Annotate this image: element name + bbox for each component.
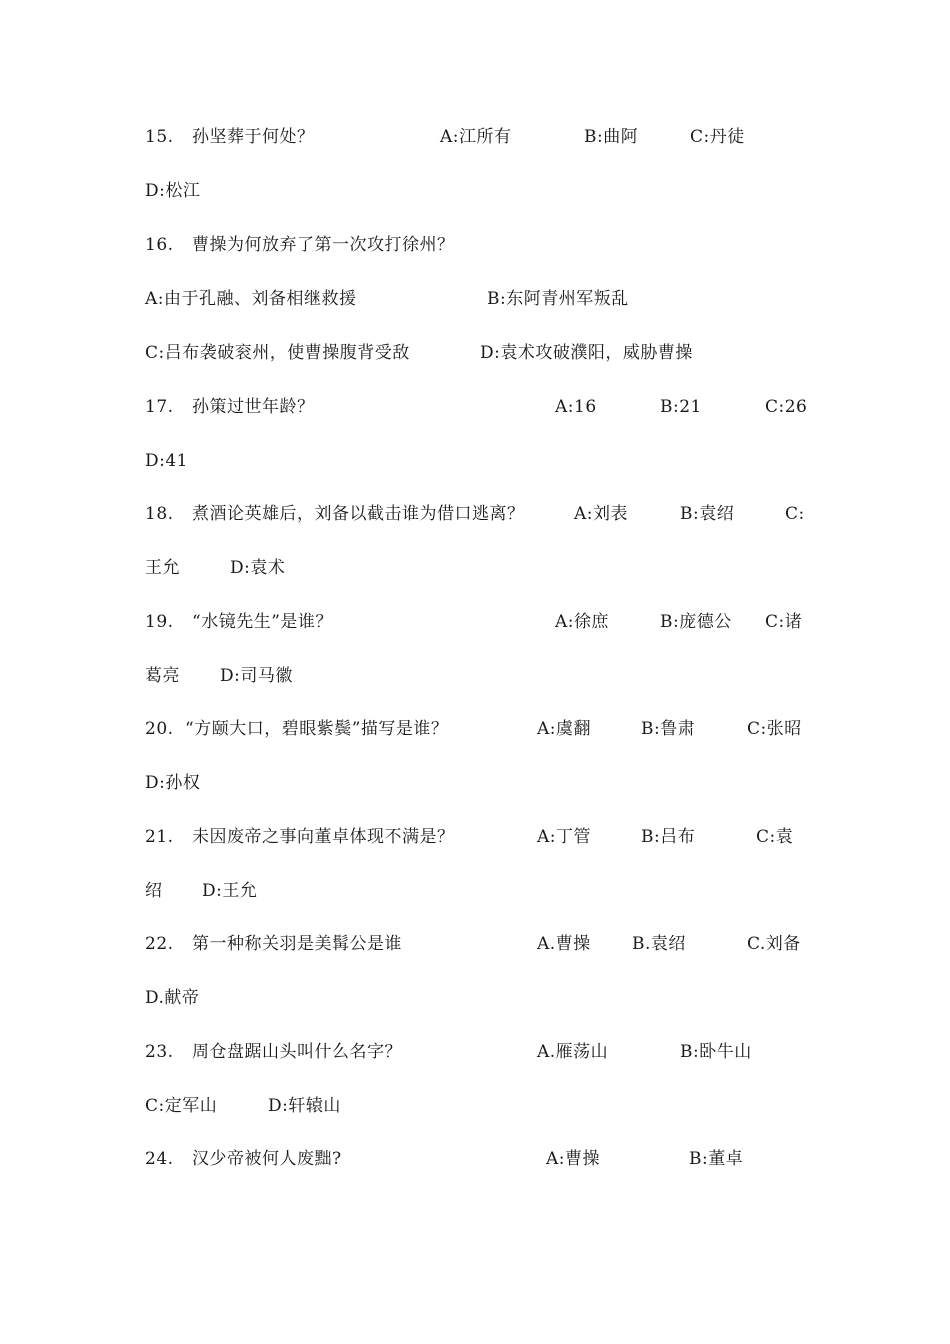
- question-number: 20.: [145, 719, 174, 739]
- question-number: 16.: [145, 235, 174, 255]
- option-c-continued: 王允: [145, 558, 180, 578]
- option-d: D:孙权: [145, 773, 201, 793]
- question-number: 18.: [145, 504, 174, 524]
- option-c: C.刘备: [747, 934, 801, 954]
- question-number: 19.: [145, 612, 174, 632]
- option-d: D:袁术攻破濮阳，威胁曹操: [480, 343, 693, 363]
- option-c: C:定军山: [145, 1096, 218, 1116]
- question-text: 孙策过世年龄？: [192, 397, 315, 417]
- question-text: 汉少帝被何人废黜?: [192, 1149, 342, 1169]
- option-a: A:虞翻: [537, 719, 592, 739]
- question-text: 未因废帝之事向董卓体现不满是？: [192, 827, 455, 847]
- question-text: 第一种称关羽是美髯公是谁: [192, 934, 402, 954]
- question-text: 曹操为何放弃了第一次攻打徐州？: [192, 235, 455, 255]
- option-c: C:诸: [765, 612, 803, 632]
- option-b: B:21: [660, 397, 702, 417]
- option-c: C:吕布袭破衮州，使曹操腹背受敌: [145, 343, 410, 363]
- option-d: D.献帝: [145, 988, 200, 1008]
- question-text: 煮酒论英雄后，刘备以截击谁为借口逃离？: [192, 504, 525, 524]
- option-d: D:41: [145, 451, 188, 471]
- option-b: B:袁绍: [680, 504, 735, 524]
- option-c-continued: 葛亮: [145, 666, 180, 686]
- option-b: B:东阿青州军叛乱: [487, 289, 629, 309]
- option-d: D:松江: [145, 181, 201, 201]
- option-d: D:王允: [202, 881, 258, 901]
- option-a: A:由于孔融、刘备相继救援: [145, 289, 357, 309]
- question-text: 孙坚葬于何处？: [192, 127, 315, 147]
- option-a: A:16: [555, 397, 597, 417]
- option-a: A:江所有: [440, 127, 512, 147]
- option-b: B:庞德公: [660, 612, 732, 632]
- question-text: “方颐大口，碧眼紫鬓”描写是谁？: [185, 719, 449, 739]
- option-c: C:张昭: [747, 719, 802, 739]
- option-a: A:刘表: [574, 504, 629, 524]
- option-c: C:丹徒: [690, 127, 745, 147]
- question-number: 17.: [145, 397, 174, 417]
- option-b: B:鲁肃: [641, 719, 696, 739]
- question-text: “水镜先生”是谁？: [192, 612, 333, 632]
- option-d: D:袁术: [230, 558, 286, 578]
- question-text: 周仓盘踞山头叫什么名字？: [192, 1042, 402, 1062]
- option-a: A:曹操: [546, 1149, 601, 1169]
- option-c: C:袁: [756, 827, 794, 847]
- option-a: A.曹操: [537, 934, 591, 954]
- option-c: C:: [785, 504, 805, 524]
- option-b: B:董卓: [689, 1149, 744, 1169]
- question-number: 22.: [145, 934, 174, 954]
- question-number: 21.: [145, 827, 174, 847]
- option-d: D:轩辕山: [268, 1096, 341, 1116]
- option-c-continued: 绍: [145, 881, 163, 901]
- option-b: B:吕布: [641, 827, 696, 847]
- option-b: B.袁绍: [632, 934, 686, 954]
- question-number: 23.: [145, 1042, 174, 1062]
- option-b: B:曲阿: [584, 127, 639, 147]
- option-d: D:司马徽: [220, 666, 293, 686]
- option-c: C:26: [765, 397, 808, 417]
- question-number: 24.: [145, 1149, 174, 1169]
- option-a: A:丁管: [537, 827, 592, 847]
- option-b: B:卧牛山: [680, 1042, 752, 1062]
- option-a: A:徐庶: [555, 612, 610, 632]
- option-a: A.雁荡山: [537, 1042, 609, 1062]
- question-number: 15.: [145, 127, 174, 147]
